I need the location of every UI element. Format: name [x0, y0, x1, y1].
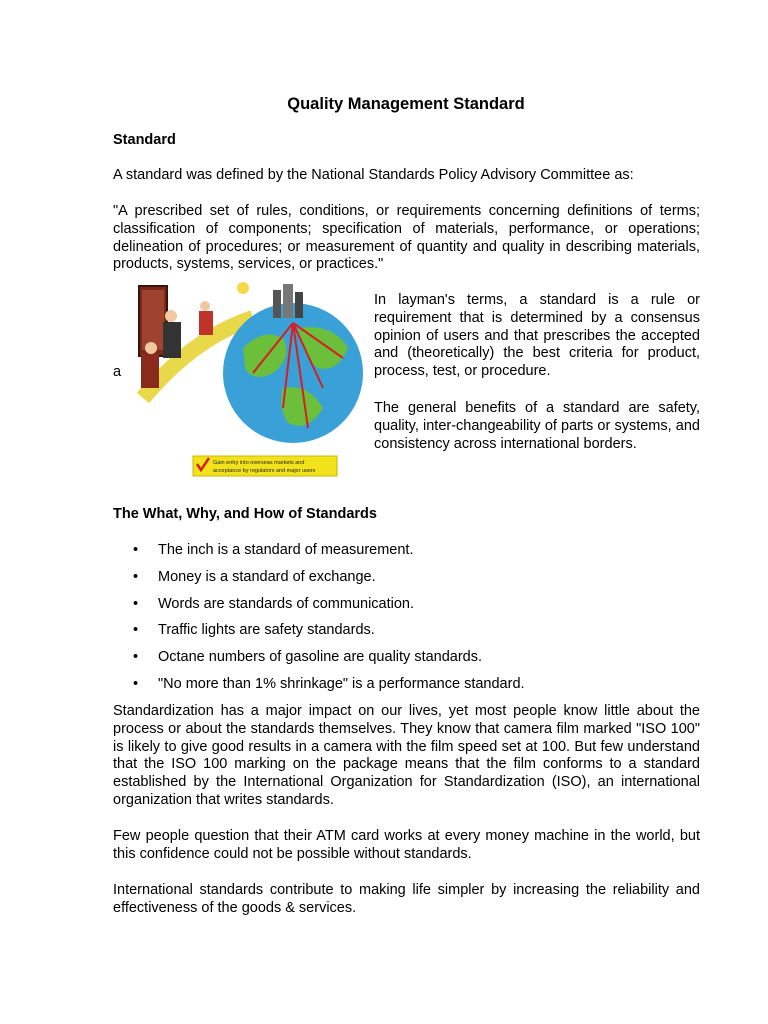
door-panel-shape	[142, 290, 164, 350]
intro-paragraph: A standard was defined by the National Standards Policy Advisory Committee as:	[113, 167, 634, 183]
person-body-shape	[199, 311, 213, 335]
list-item-text: Traffic lights are safety standards.	[158, 622, 375, 639]
list-item	[113, 622, 525, 649]
list-item-text: "No more than 1% shrinkage" is a performance standard.	[158, 675, 525, 692]
person-body-shape	[163, 322, 181, 358]
caption-line-2: acceptance by regulators and major users	[213, 468, 316, 474]
bullet-icon: •	[133, 675, 139, 692]
list-item	[113, 676, 525, 703]
list-item	[113, 596, 525, 623]
caption-line-1: Gain entry into overseas markets and	[213, 460, 305, 466]
building-shape	[273, 290, 281, 318]
atm-paragraph: Few people question that their ATM card works at every money machine in the world, but this confidence could not be possible without standards.	[113, 828, 700, 862]
layman-paragraph: In layman's terms, a standard is a rule or requirement that is determined by a consensus opinion of users and that prescribes the accepted and (theoretically) the best criteria for product, process, test, or procedure.	[374, 292, 700, 380]
standard-heading: Standard	[113, 132, 176, 148]
bullet-icon: •	[133, 568, 139, 585]
list-item	[113, 542, 525, 569]
bullet-icon: •	[133, 542, 139, 558]
sun-icon	[237, 282, 249, 294]
list-item-text: The inch is a standard of measurement.	[158, 542, 414, 558]
list-item	[113, 569, 525, 596]
building-shape	[295, 292, 303, 318]
list-item-text: Octane numbers of gasoline are quality standards.	[158, 649, 483, 666]
person-head-shape	[145, 342, 157, 354]
person-head-shape	[200, 301, 210, 311]
international-standards-paragraph: International standards contribute to making life simpler by increasing the reliability and effectiveness of the goods & services.	[113, 882, 700, 916]
person-head-shape	[165, 310, 177, 322]
bullet-icon: •	[133, 595, 139, 612]
globe-illustration-image	[133, 278, 367, 478]
list-item	[113, 649, 525, 676]
standards-globe-illustration	[133, 278, 367, 478]
bullet-icon: •	[133, 622, 139, 639]
what-why-how-heading: The What, Why, and How of Standards	[113, 506, 377, 522]
bullet-icon: •	[133, 649, 139, 666]
building-shape	[283, 284, 293, 318]
page-title: Quality Management Standard	[287, 95, 525, 113]
list-item-text: Money is a standard of exchange.	[158, 568, 376, 585]
stray-letter-a: a	[113, 364, 122, 380]
list-item-text: Words are standards of communication.	[158, 595, 415, 612]
standards-examples-list	[113, 542, 525, 703]
quote-paragraph: "A prescribed set of rules, conditions, or requirements concerning definitions of terms; classification of components; specification of materials, performance, or operations; delineation of procedures; or measurement of quantity and quality in describing materials, products, systems, services, or practices."	[113, 203, 700, 273]
person-body-shape	[141, 354, 159, 388]
standardization-paragraph: Standardization has a major impact on our lives, yet most people know little about the process or about the standards themselves. They know that camera film marked "ISO 100" is likely to give good results in a camera with the film speed set at 100. But few understand that the ISO 100 marking on the package means that the film conforms to a standard established by the International Organization for Standardization (ISO), an international organization that writes standards.	[113, 703, 700, 808]
benefits-paragraph: The general benefits of a standard are safety, quality, inter-changeability of parts or systems, and consistency across international borders.	[374, 400, 700, 452]
